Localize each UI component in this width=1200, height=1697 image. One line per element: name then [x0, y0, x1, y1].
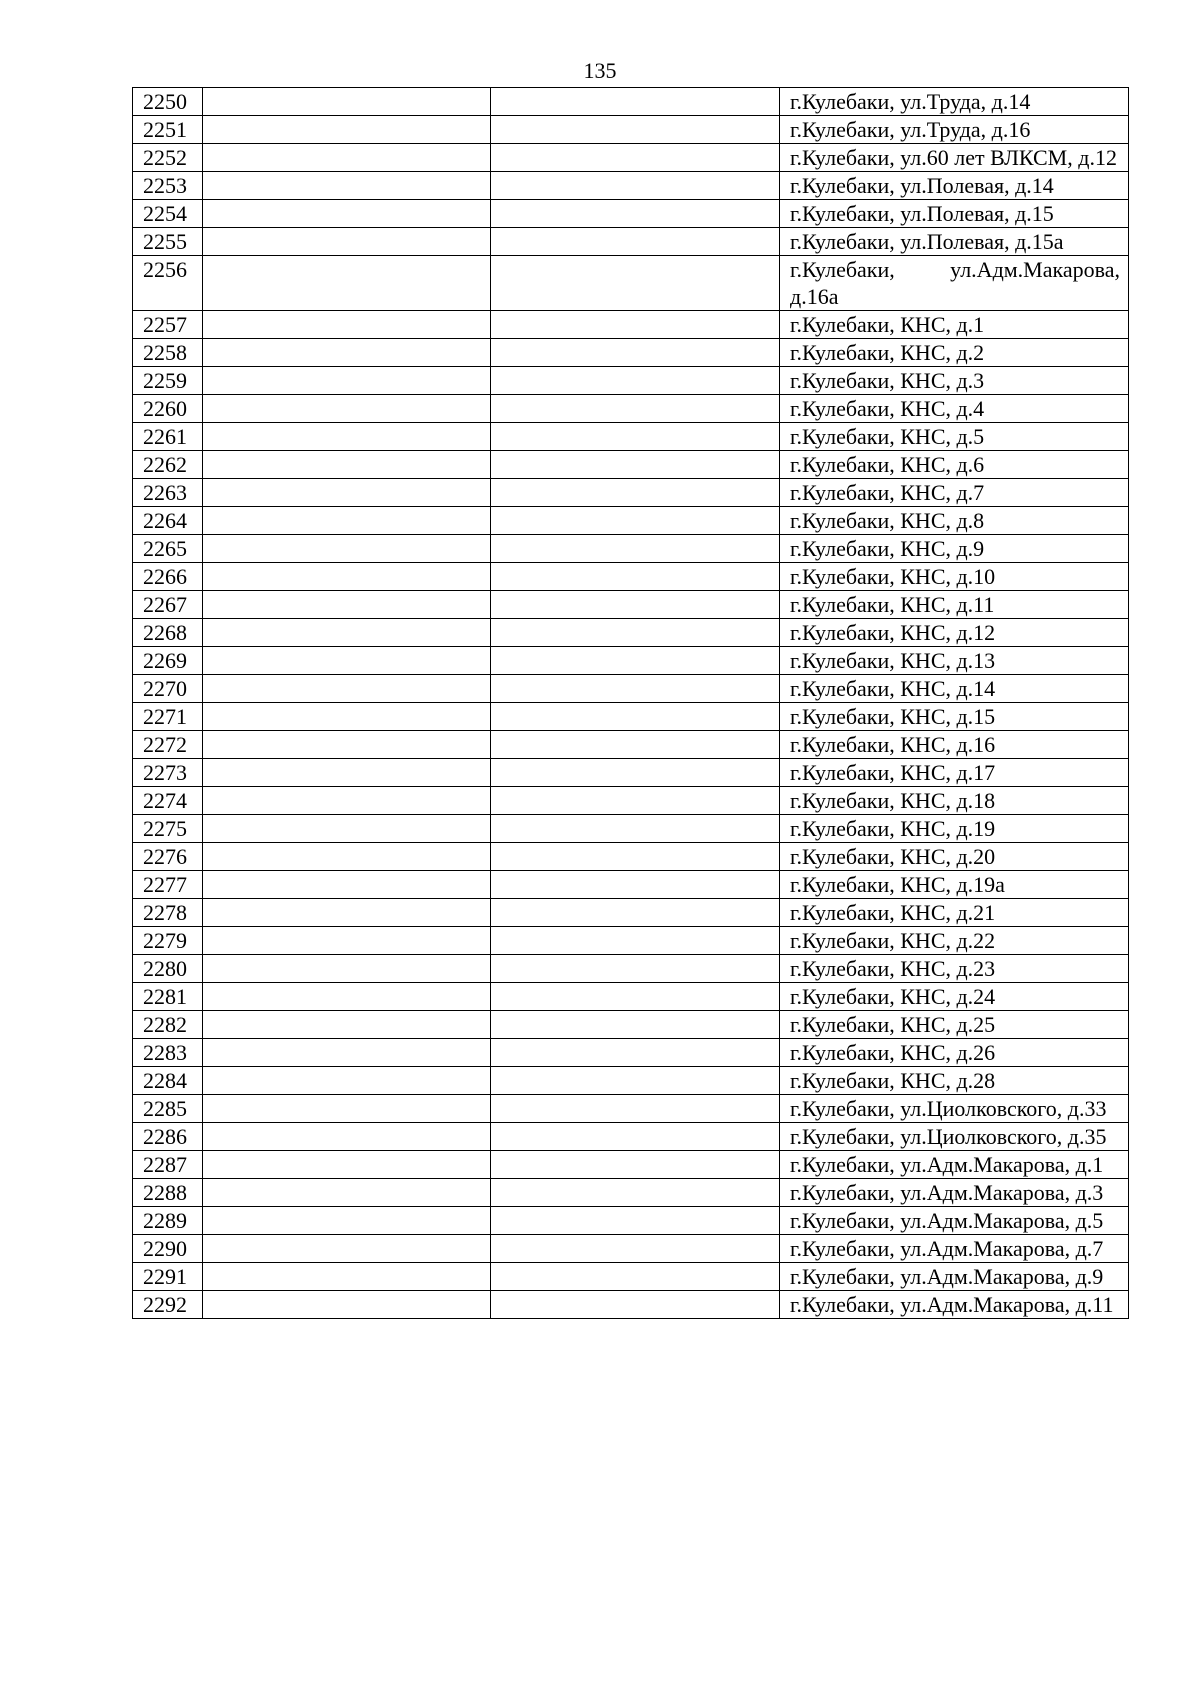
empty-cell-c [491, 815, 780, 843]
empty-cell-c [491, 507, 780, 535]
row-number-cell: 2282 [133, 1011, 203, 1039]
table-row [133, 703, 1129, 731]
row-number-cell: 2278 [133, 899, 203, 927]
empty-cell-b [203, 983, 491, 1011]
row-number-cell: 2261 [133, 423, 203, 451]
table-row [133, 339, 1129, 367]
row-number-cell: 2287 [133, 1151, 203, 1179]
table-row [133, 1235, 1129, 1263]
empty-cell-c [491, 451, 780, 479]
table-row [133, 116, 1129, 144]
table-row [133, 451, 1129, 479]
table-row [133, 759, 1129, 787]
row-number-cell: 2290 [133, 1235, 203, 1263]
address-cell: г.Кулебаки, ул.Полевая, д.15 [780, 200, 1129, 228]
table-row [133, 479, 1129, 507]
address-cell: г.Кулебаки, КНС, д.15 [780, 703, 1129, 731]
empty-cell-b [203, 535, 491, 563]
table-row [133, 619, 1129, 647]
empty-cell-b [203, 843, 491, 871]
address-cell: г.Кулебаки, КНС, д.17 [780, 759, 1129, 787]
address-cell: г.Кулебаки, ул.Адм.Макарова, д.9 [780, 1263, 1129, 1291]
empty-cell-c [491, 1123, 780, 1151]
empty-cell-c [491, 1235, 780, 1263]
address-cell: г.Кулебаки, КНС, д.19 [780, 815, 1129, 843]
empty-cell-c [491, 535, 780, 563]
table-row [133, 144, 1129, 172]
address-cell: г.Кулебаки, КНС, д.9 [780, 535, 1129, 563]
page-number: 135 [583, 58, 617, 83]
table-row [133, 200, 1129, 228]
address-cell: г.Кулебаки, ул.Адм.Макарова, д.7 [780, 1235, 1129, 1263]
address-cell: г.Кулебаки, КНС, д.20 [780, 843, 1129, 871]
empty-cell-b [203, 423, 491, 451]
empty-cell-c [491, 1011, 780, 1039]
row-number-cell: 2260 [133, 395, 203, 423]
empty-cell-c [491, 228, 780, 256]
empty-cell-c [491, 983, 780, 1011]
row-number-cell: 2252 [133, 144, 203, 172]
table-row [133, 1207, 1129, 1235]
empty-cell-c [491, 1179, 780, 1207]
table-row [133, 367, 1129, 395]
empty-cell-c [491, 619, 780, 647]
empty-cell-c [491, 787, 780, 815]
empty-cell-c [491, 1151, 780, 1179]
empty-cell-c [491, 367, 780, 395]
empty-cell-c [491, 256, 780, 311]
empty-cell-b [203, 311, 491, 339]
address-cell: г.Кулебаки, ул.Труда, д.16 [780, 116, 1129, 144]
table-row [133, 563, 1129, 591]
table-row [133, 591, 1129, 619]
empty-cell-b [203, 1207, 491, 1235]
row-number-cell: 2279 [133, 927, 203, 955]
address-cell: г.Кулебаки, КНС, д.1 [780, 311, 1129, 339]
table-row [133, 647, 1129, 675]
address-cell: г.Кулебаки, ул.Адм.Макарова, д.1 [780, 1151, 1129, 1179]
empty-cell-c [491, 1207, 780, 1235]
empty-cell-c [491, 955, 780, 983]
empty-cell-c [491, 1263, 780, 1291]
empty-cell-b [203, 759, 491, 787]
row-number-cell: 2286 [133, 1123, 203, 1151]
empty-cell-b [203, 731, 491, 759]
row-number-cell: 2289 [133, 1207, 203, 1235]
empty-cell-c [491, 731, 780, 759]
empty-cell-b [203, 507, 491, 535]
row-number-cell: 2255 [133, 228, 203, 256]
table-row [133, 1179, 1129, 1207]
address-cell: г.Кулебаки, ул.Труда, д.14 [780, 88, 1129, 116]
address-cell: г.Кулебаки, ул.Циолковского, д.35 [780, 1123, 1129, 1151]
address-cell: г.Кулебаки, КНС, д.10 [780, 563, 1129, 591]
address-cell: г.Кулебаки, КНС, д.12 [780, 619, 1129, 647]
empty-cell-c [491, 116, 780, 144]
empty-cell-b [203, 675, 491, 703]
empty-cell-c [491, 647, 780, 675]
empty-cell-b [203, 1151, 491, 1179]
table-row [133, 815, 1129, 843]
empty-cell-b [203, 1123, 491, 1151]
row-number-cell: 2275 [133, 815, 203, 843]
row-number-cell: 2292 [133, 1291, 203, 1319]
address-cell: г.Кулебаки, ул.60 лет ВЛКСМ, д.12 [780, 144, 1129, 172]
row-number-cell: 2266 [133, 563, 203, 591]
row-number-cell: 2257 [133, 311, 203, 339]
address-cell: г.Кулебаки, КНС, д.8 [780, 507, 1129, 535]
table-row [133, 1263, 1129, 1291]
empty-cell-b [203, 703, 491, 731]
row-number-cell: 2273 [133, 759, 203, 787]
row-number-cell: 2284 [133, 1067, 203, 1095]
address-cell: г.Кулебаки, КНС, д.5 [780, 423, 1129, 451]
empty-cell-c [491, 395, 780, 423]
address-cell: г.Кулебаки, ул.Циолковского, д.33 [780, 1095, 1129, 1123]
table-row [133, 843, 1129, 871]
empty-cell-c [491, 871, 780, 899]
address-cell: г.Кулебаки, КНС, д.14 [780, 675, 1129, 703]
table-row [133, 88, 1129, 116]
empty-cell-b [203, 116, 491, 144]
address-cell: г.Кулебаки, КНС, д.3 [780, 367, 1129, 395]
row-number-cell: 2283 [133, 1039, 203, 1067]
row-number-cell: 2253 [133, 172, 203, 200]
empty-cell-c [491, 479, 780, 507]
empty-cell-b [203, 815, 491, 843]
empty-cell-c [491, 1291, 780, 1319]
address-cell: г.Кулебаки, КНС, д.4 [780, 395, 1129, 423]
row-number-cell: 2280 [133, 955, 203, 983]
row-number-cell: 2288 [133, 1179, 203, 1207]
empty-cell-b [203, 1067, 491, 1095]
empty-cell-c [491, 759, 780, 787]
table-row [133, 423, 1129, 451]
empty-cell-b [203, 367, 491, 395]
empty-cell-b [203, 172, 491, 200]
empty-cell-b [203, 1235, 491, 1263]
row-number-cell: 2285 [133, 1095, 203, 1123]
address-cell: г.Кулебаки, ул.Полевая, д.14 [780, 172, 1129, 200]
row-number-cell: 2258 [133, 339, 203, 367]
address-cell: г.Кулебаки, КНС, д.19а [780, 871, 1129, 899]
address-cell: г.Кулебаки, КНС, д.22 [780, 927, 1129, 955]
address-cell: г.Кулебаки, ул.Адм.Макарова, д.3 [780, 1179, 1129, 1207]
empty-cell-b [203, 479, 491, 507]
empty-cell-b [203, 1011, 491, 1039]
table-body [133, 88, 1129, 1319]
row-number-cell: 2272 [133, 731, 203, 759]
address-cell: г.Кулебаки, КНС, д.11 [780, 591, 1129, 619]
table-row [133, 871, 1129, 899]
table-row [133, 535, 1129, 563]
row-number-cell: 2251 [133, 116, 203, 144]
empty-cell-b [203, 1039, 491, 1067]
row-number-cell: 2271 [133, 703, 203, 731]
empty-cell-c [491, 172, 780, 200]
address-cell: г.Кулебаки, КНС, д.21 [780, 899, 1129, 927]
empty-cell-b [203, 200, 491, 228]
empty-cell-b [203, 787, 491, 815]
table-row [133, 983, 1129, 1011]
empty-cell-c [491, 675, 780, 703]
address-cell: г.Кулебаки, КНС, д.13 [780, 647, 1129, 675]
empty-cell-b [203, 1291, 491, 1319]
address-cell: г.Кулебаки, КНС, д.25 [780, 1011, 1129, 1039]
empty-cell-b [203, 88, 491, 116]
address-cell: г.Кулебаки, КНС, д.23 [780, 955, 1129, 983]
address-cell: г.Кулебаки, КНС, д.24 [780, 983, 1129, 1011]
table-row [133, 172, 1129, 200]
table-row [133, 1123, 1129, 1151]
empty-cell-b [203, 619, 491, 647]
row-number-cell: 2250 [133, 88, 203, 116]
address-table [132, 87, 1129, 1319]
empty-cell-c [491, 899, 780, 927]
table-row [133, 256, 1129, 311]
empty-cell-c [491, 1067, 780, 1095]
empty-cell-b [203, 228, 491, 256]
row-number-cell: 2254 [133, 200, 203, 228]
row-number-cell: 2265 [133, 535, 203, 563]
empty-cell-b [203, 1179, 491, 1207]
empty-cell-c [491, 423, 780, 451]
empty-cell-b [203, 563, 491, 591]
empty-cell-c [491, 1095, 780, 1123]
empty-cell-b [203, 955, 491, 983]
empty-cell-c [491, 591, 780, 619]
empty-cell-c [491, 339, 780, 367]
empty-cell-c [491, 927, 780, 955]
empty-cell-b [203, 451, 491, 479]
table-row [133, 507, 1129, 535]
empty-cell-b [203, 927, 491, 955]
table-row [133, 731, 1129, 759]
empty-cell-c [491, 200, 780, 228]
empty-cell-b [203, 1263, 491, 1291]
row-number-cell: 2264 [133, 507, 203, 535]
row-number-cell: 2270 [133, 675, 203, 703]
row-number-cell: 2268 [133, 619, 203, 647]
table-row [133, 228, 1129, 256]
empty-cell-c [491, 563, 780, 591]
empty-cell-c [491, 843, 780, 871]
row-number-cell: 2259 [133, 367, 203, 395]
address-cell: г.Кулебаки, КНС, д.16 [780, 731, 1129, 759]
address-cell: г.Кулебаки, ул.Адм.Макарова, д.5 [780, 1207, 1129, 1235]
row-number-cell: 2256 [133, 256, 203, 311]
empty-cell-b [203, 1095, 491, 1123]
row-number-cell: 2274 [133, 787, 203, 815]
row-number-cell: 2269 [133, 647, 203, 675]
empty-cell-b [203, 871, 491, 899]
address-cell: г.Кулебаки, КНС, д.6 [780, 451, 1129, 479]
address-cell: г.Кулебаки, КНС, д.28 [780, 1067, 1129, 1095]
table-row [133, 1095, 1129, 1123]
table-row [133, 1291, 1129, 1319]
row-number-cell: 2263 [133, 479, 203, 507]
table-row [133, 1067, 1129, 1095]
empty-cell-b [203, 339, 491, 367]
row-number-cell: 2277 [133, 871, 203, 899]
table-row [133, 899, 1129, 927]
empty-cell-c [491, 144, 780, 172]
table-row [133, 675, 1129, 703]
address-cell: г.Кулебаки, ул.Адм.Макарова, д.11 [780, 1291, 1129, 1319]
table-row [133, 1151, 1129, 1179]
row-number-cell: 2281 [133, 983, 203, 1011]
empty-cell-c [491, 1039, 780, 1067]
address-cell: г.Кулебаки, КНС, д.26 [780, 1039, 1129, 1067]
row-number-cell: 2276 [133, 843, 203, 871]
empty-cell-b [203, 591, 491, 619]
table-row [133, 955, 1129, 983]
empty-cell-c [491, 703, 780, 731]
row-number-cell: 2291 [133, 1263, 203, 1291]
table-row [133, 395, 1129, 423]
table-row [133, 311, 1129, 339]
empty-cell-b [203, 395, 491, 423]
empty-cell-b [203, 647, 491, 675]
empty-cell-c [491, 311, 780, 339]
table-row [133, 927, 1129, 955]
address-cell: г.Кулебаки, КНС, д.7 [780, 479, 1129, 507]
address-cell: г.Кулебаки, ул.Полевая, д.15а [780, 228, 1129, 256]
address-cell: г.Кулебаки, КНС, д.18 [780, 787, 1129, 815]
empty-cell-c [491, 88, 780, 116]
row-number-cell: 2262 [133, 451, 203, 479]
address-cell: г.Кулебаки, КНС, д.2 [780, 339, 1129, 367]
empty-cell-b [203, 899, 491, 927]
empty-cell-b [203, 256, 491, 311]
table-row [133, 787, 1129, 815]
table-row [133, 1011, 1129, 1039]
address-cell: г.Кулебаки, ул.Адм.Макарова, д.16а [780, 256, 1129, 311]
table-row [133, 1039, 1129, 1067]
empty-cell-b [203, 144, 491, 172]
row-number-cell: 2267 [133, 591, 203, 619]
